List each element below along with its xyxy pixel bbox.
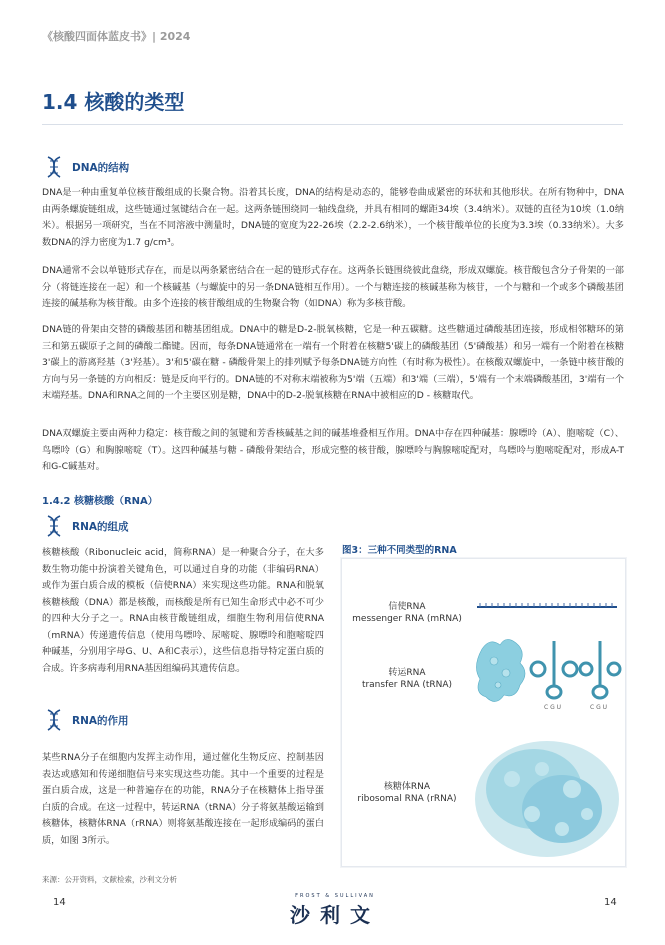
section-heading-text: DNA的结构 [72,161,130,174]
rrna-label [342,781,472,805]
title-divider [42,124,623,125]
mrna-label-cn: 信使RNA [388,602,426,612]
trna-label [342,667,472,691]
page-number-right: 14 [604,897,617,908]
page-title: 1.4 核酸的类型 [42,90,185,114]
mrna-label-en: messenger RNA (mRNA) [352,614,462,624]
subsection-heading-rna: 1.4.2 核糖核酸（RNA） [42,496,158,507]
rna-function-paragraph: 某些RNA分子在细胞内发挥主动作用，通过催化生物反应、控制基因表达或感知和传递细胞信号来实现这些功能。其中一个重要的过程是蛋白质合成，这是一种普遍存在的功能，RNA分子在核糖体上指导蛋白质的合成。在这一过程中，转运RNA（tRNA）分子将氨基酸运输到核糖体，核糖体RNA（rRNA）则将氨基酸连接在一起形成编码的蛋白质，如图 3所示。 [42,752,324,846]
rrna-ribosome-graphic [475,741,619,857]
codon-right: C G U [590,704,608,711]
mrna-label [342,601,472,625]
brand-logo [260,893,410,928]
rna-illustrations [472,589,622,859]
rna-composition-paragraph: 核糖核酸（Ribonucleic acid，简称RNA）是一种聚合分子，在大多数生物功能中扮演着关键角色，可以通过自身的功能（非编码RNA）或作为蛋白质合成的模板（信使RNA）来实现这些功能。RNA和脱氧核糖核酸（DNA）都是核酸，而核酸是所有已知生命形式中必不可少的四种大分子之一。RNA由核苷酸链组成，细胞生物利用信使RNA（mRNA）传递遗传信息（使用鸟嘌呤、尿嘧啶、腺嘌呤和胞嘧啶四种碱基，分别用字母G、U、A和C表示），这些信息指导特定蛋白质的合成。许多病毒利用RNA基因组编码其遗传信息。 [42,547,324,674]
rna-types-figure [341,558,626,867]
trna-3d-graphic [476,639,525,701]
dna-paragraph-2: DNA通常不会以单链形式存在，而是以两条紧密结合在一起的链形式存在。这两条长链围绕彼此盘绕，形成双螺旋。核苷酸包含分子骨架的一部分（将链连接在一起）和一个核碱基（与螺旋中的另一条DNA链相互作用）。一个与糖连接的核碱基称为核苷，一个与糖和一个或多个磷酸基团连接的碱基称为核苷酸。由多个连接的核苷酸组成的生物聚合物（如DNA）称为多核苷酸。 [42,265,624,309]
page-number-left: 14 [53,897,66,908]
section-heading-text: RNA的组成 [72,520,129,533]
dna-paragraph-1: DNA是一种由重复单位核苷酸组成的长聚合物。沿着其长度，DNA的结构是动态的，能够卷曲成紧密的环状和其他形状。在所有物种中，DNA由两条螺旋链组成，这些链通过氢键结合在一起。这两条链围绕同一轴线盘绕，并具有相同的螺距34埃（3.4纳米）。双链的直径为10埃（1.0纳米）。根据另一项研究，当在不同溶液中测量时，DNA链的宽度为22-26埃（2.2-2.6纳米），一个核苷酸单位的长度为3.3埃（0.33纳米）。大多数DNA的浮力密度为1.7 g/cm³。 [42,187,624,248]
section-heading-text: RNA的作用 [72,714,129,727]
rrna-label-en: ribosomal RNA (rRNA) [357,794,457,804]
trna-label-en: transfer RNA (tRNA) [361,680,453,690]
trna-cloverleaf-right [580,641,620,698]
rrna-label-cn: 核糖体RNA [383,782,431,792]
brand-english: FROST & SULLIVAN [295,893,375,899]
dna-icon [44,709,64,731]
section-heading-dna-structure [44,156,129,178]
mrna-strand-graphic [477,603,617,607]
section-heading-rna-function [44,709,129,731]
dna-icon [44,156,64,178]
trna-label-cn: 转运RNA [388,668,426,678]
codon-left: C G U [544,704,562,711]
dna-paragraph-4: DNA双螺旋主要由两种力稳定：核苷酸之间的氢键和芳香核碱基之间的碱基堆叠相互作用。DNA中存在四种碱基：腺嘌呤（A）、胞嘧啶（C）、鸟嘌呤（G）和胸腺嘧啶（T）。这四种碱基与糖 - 磷酸骨架结合，形成完整的核苷酸，腺嘌呤与胸腺嘧啶配对，鸟嘌呤与胞嘧啶配对，形成A-T和G-C碱基对。 [42,428,624,472]
report-header: 《核酸四面体蓝皮书》| 2024 [42,30,191,43]
figure-caption: 图3：三种不同类型的RNA [342,545,457,556]
dna-icon [44,515,64,537]
trna-tag: tRNA [480,637,493,643]
source-note: 来源：公开资料，文献检索，沙利文分析 [42,875,177,884]
section-heading-rna-composition [44,515,129,537]
brand-chinese: 沙利文 [290,903,380,927]
trna-cloverleaf-left [531,641,577,698]
dna-paragraph-3: DNA链的骨架由交替的磷酸基团和糖基团组成。DNA中的糖是D-2-脱氧核糖，它是一种五碳糖。这些糖通过磷酸基团连接，形成相邻糖环的第三和第五碳原子之间的磷酸二酯键。因而，每条DNA链通常在一端有一个附着在核糖5'碳上的磷酸基团（5'磷酸基）和另一端有一个附着在核糖3'碳上的游离羟基（3'羟基）。3'和5'碳在糖 - 磷酸骨架上的排列赋予每条DNA链方向性（有时称为极性）。在核酸双螺旋中，一条链中核苷酸的方向与另一条链的方向相反：链是反向平行的。DNA链的不对称末端被称为5'端（五端）和3'端（三端），5'端有一个末端磷酸基团，3'端有一个末端羟基。DNA和RNA之间的一个主要区别是糖，DNA中的D-2-脱氧核糖在RNA中被相应的D - 核糖取代。 [42,324,624,401]
